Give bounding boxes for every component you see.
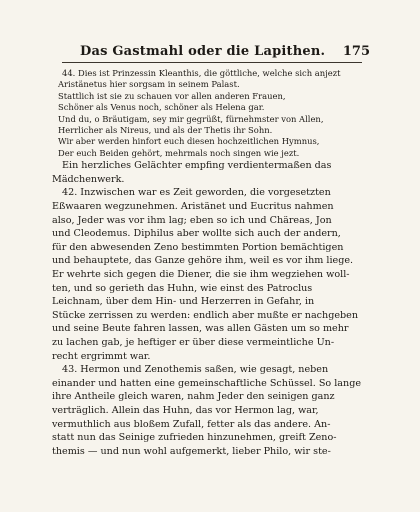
text-line: verträglich. Allein das Huhn, das vor Hermon lag, war, <box>52 404 319 416</box>
header-rule <box>62 62 362 63</box>
text-line: für den abwesenden Zeno bestimmten Portion bemächtigen <box>52 241 344 253</box>
header-title: Das Gastmahl oder die Lapithen. <box>80 44 326 59</box>
text-line: Er wehrte sich gegen die Diener, die sie ihm wegziehen woll- <box>52 269 350 280</box>
text-line: Herrlicher als Nireus, und als der Thetis ihr Sohn. <box>58 125 273 136</box>
text-line: Ein herzliches Gelächter empfing verdientermaßen das <box>62 160 332 172</box>
text-line: Stücke zerrissen zu werden: endlich aber mußte er nachgeben <box>52 309 359 321</box>
text-line: themis — und nun wohl aufgemerkt, lieber Philo, wir ste- <box>52 445 331 457</box>
text-line: Aristänetus hier sorgsam in seinem Palast. <box>58 79 240 90</box>
page-body <box>52 68 364 458</box>
text-line: 43. Hermon und Zenothemis saßen, wie gesagt, neben <box>62 364 329 376</box>
text-line: und Cleodemus. Diphilus aber wollte sich auch der andern, <box>52 228 341 240</box>
text-line: und seine Beute fahren lassen, was allen Gästen um so mehr <box>52 323 349 335</box>
text-line: Schöner als Venus noch, schöner als Helena gar. <box>58 102 265 113</box>
text-line: 44. Dies ist Prinzessin Kleanthis, die göttliche, welche sich anjezt <box>62 68 341 78</box>
running-header <box>58 44 370 60</box>
text-line: Eßwaaren wegzunehmen. Aristänet und Eucritus nahmen <box>52 201 334 213</box>
text-line: recht ergrimmt war. <box>52 350 151 362</box>
text-line: zu lachen gab, je heftiger er über diese vermeintliche Un- <box>52 336 335 348</box>
text-line: Wir aber werden hinfort euch diesen hochzeitlichen Hymnus, <box>58 136 320 147</box>
page-number: 175 <box>342 44 370 59</box>
text-line: vermuthlich aus bloßem Zufall, fetter als das andere. An- <box>52 418 331 430</box>
text-line: 42. Inzwischen war es Zeit geworden, die vorgesetzten <box>62 187 331 199</box>
text-line: statt nun das Seinige zufrieden hinzunehmen, greift Zeno- <box>52 432 337 444</box>
text-line: und behauptete, das Ganze gehöre ihm, weil es vor ihm liege. <box>52 255 354 267</box>
text-line: also, Jeder was vor ihm lag; eben so ich und Chäreas, Jon <box>52 214 332 226</box>
text-line: Stattlich ist sie zu schauen vor allen anderen Frauen, <box>58 90 286 101</box>
text-line: ihre Antheile gleich waren, nahm Jeder den seinigen ganz <box>52 391 335 403</box>
text-line: Der euch Beiden gehört, mehrmals noch singen wie jezt. <box>58 147 300 158</box>
text-line: Mädchenwerk. <box>52 173 125 185</box>
text-line: Leichnam, über dem Hin- und Herzerren in Gefahr, in <box>52 296 315 308</box>
text-line: Und du, o Bräutigam, sey mir gegrüßt, fürnehmster von Allen, <box>58 113 324 124</box>
text-line: ten, und so gerieth das Huhn, wie einst des Patroclus <box>52 282 313 294</box>
text-line: einander und hatten eine gemeinschaftliche Schüssel. So lange <box>52 377 362 389</box>
